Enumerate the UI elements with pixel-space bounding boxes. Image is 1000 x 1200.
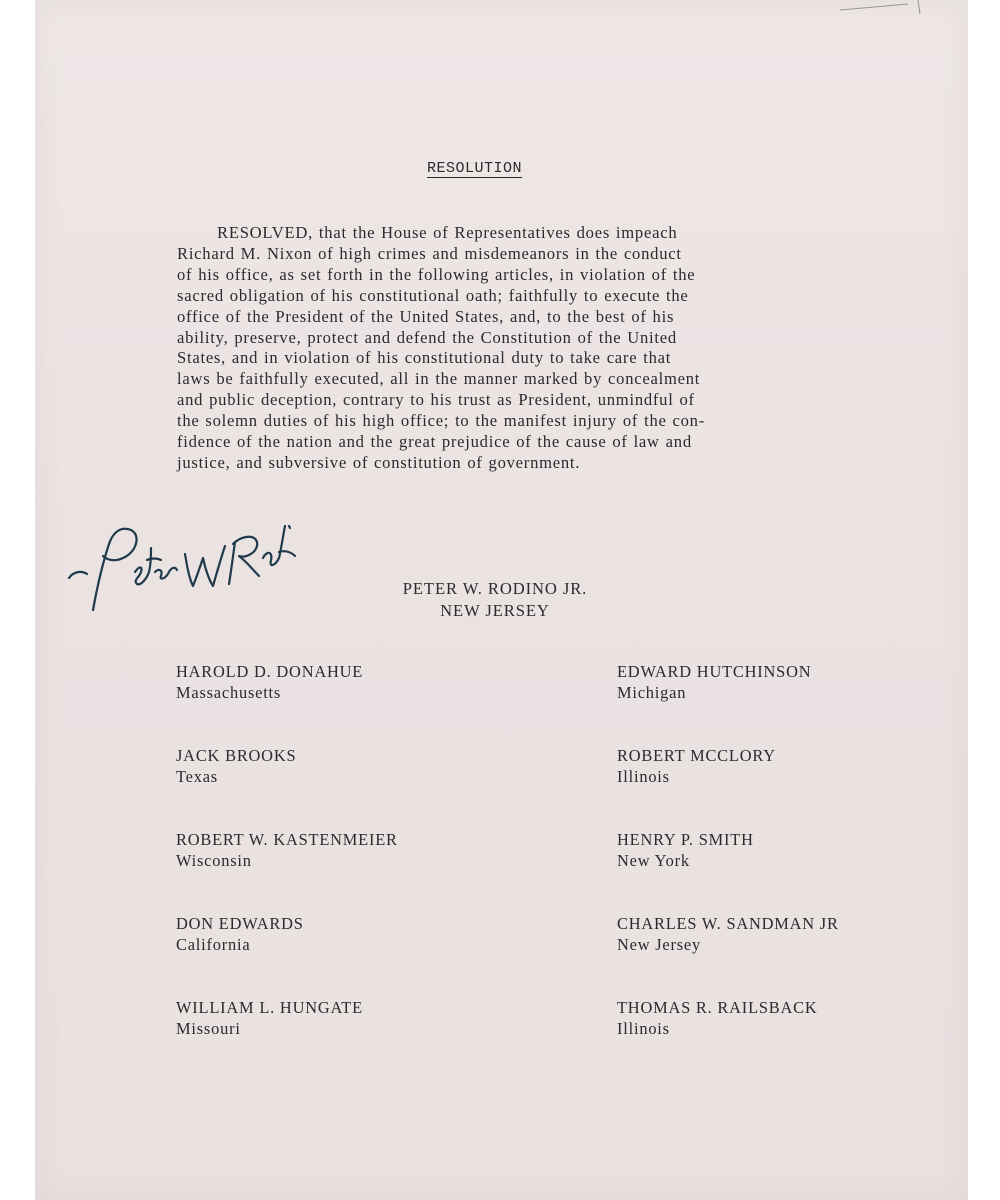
resolution-line: Richard M. Nixon of high crimes and misdemeanors in the conduct [177,243,682,263]
resolution-text [177,223,867,474]
member-state: Illinois [617,767,670,786]
member-entry [176,661,536,745]
document-title: RESOLUTION [427,160,523,177]
member-entry [176,829,536,913]
member-name: DON EDWARDS [176,914,304,933]
members-right-column [617,661,977,1081]
members-left-column [176,661,536,1081]
member-name: HENRY P. SMITH [617,830,754,849]
resolution-line: the solemn duties of his high office; to the manifest injury of the con- [177,411,705,431]
resolution-line: laws be faithfully executed, all in the manner marked by concealment [177,369,701,389]
resolution-line: and public deception, contrary to his trust as President, unmindful of [177,390,695,410]
committee-chair [335,578,655,622]
resolution-line: of his office, as set forth in the following articles, in violation of the [177,264,696,284]
member-entry [176,913,536,997]
member-state: Texas [176,767,218,786]
resolution-line: fidence of the nation and the great prejudice of the cause of law and [177,432,692,452]
member-name: CHARLES W. SANDMAN JR [617,914,839,933]
resolution-line: RESOLVED, that the House of Representatives does impeach [217,223,678,242]
member-name: HAROLD D. DONAHUE [176,662,364,681]
member-state: Illinois [617,1019,670,1038]
member-state: New Jersey [617,935,702,954]
member-entry [176,997,536,1081]
member-name: WILLIAM L. HUNGATE [176,998,363,1017]
member-state: Michigan [617,683,687,702]
member-entry [617,745,977,829]
member-state: Massachusetts [176,683,282,702]
member-state: California [176,935,251,954]
member-entry [617,829,977,913]
member-name: ROBERT MCCLORY [617,746,776,765]
handwritten-signature [63,492,303,622]
member-name: EDWARD HUTCHINSON [617,662,812,681]
resolution-line: office of the President of the United States, and, to the best of his [177,306,675,326]
member-name: ROBERT W. KASTENMEIER [176,830,398,849]
member-entry [617,661,977,745]
resolution-line: States, and in violation of his constitutional duty to take care that [177,348,672,368]
member-state: New York [617,851,690,870]
member-entry [176,745,536,829]
member-state: Wisconsin [176,851,252,870]
member-name: THOMAS R. RAILSBACK [617,998,818,1017]
resolution-line: ability, preserve, protect and defend the Constitution of the United [177,327,677,347]
resolution-line: sacred obligation of his constitutional oath; faithfully to execute the [177,285,689,305]
resolution-line: justice, and subversive of constitution of government. [177,452,581,472]
member-entry [617,913,977,997]
member-state: Missouri [176,1019,241,1038]
chair-state: NEW JERSEY [440,601,550,620]
member-entry [617,997,977,1081]
pencil-mark [838,0,928,18]
document-page [35,0,968,1200]
member-name: JACK BROOKS [176,746,297,765]
chair-name: PETER W. RODINO JR. [402,579,588,598]
